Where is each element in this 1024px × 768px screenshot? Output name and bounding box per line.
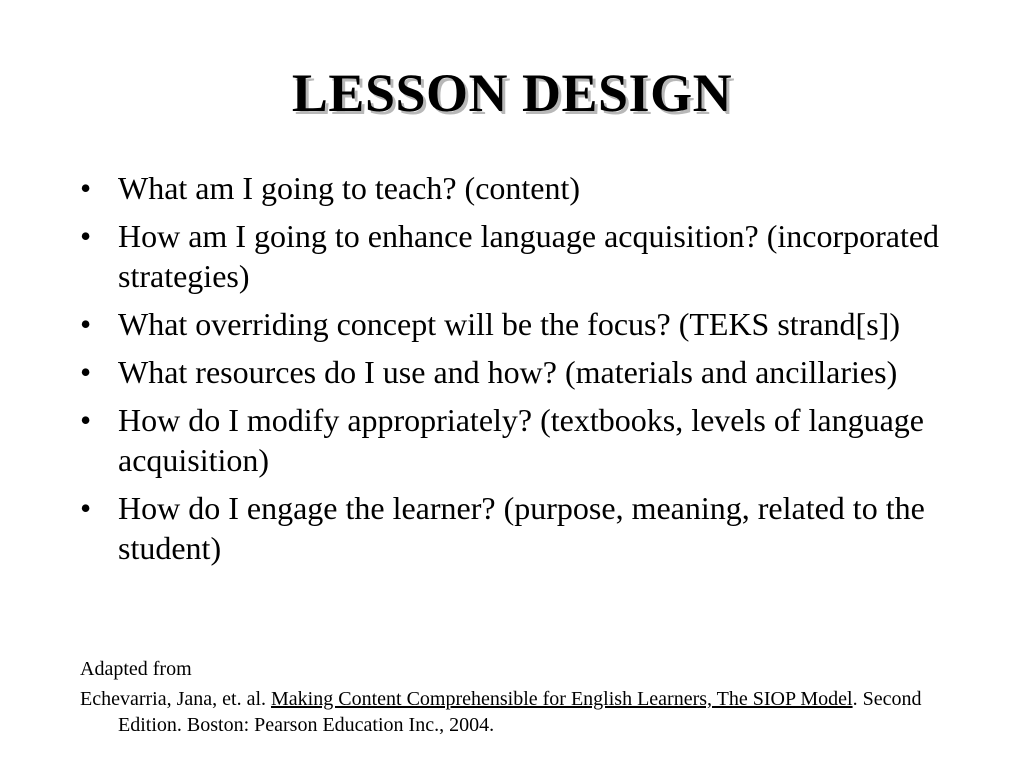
bullet-item	[80, 216, 940, 296]
citation-authors: Echevarria, Jana, et. al.	[80, 688, 272, 710]
slide-title: LESSON DESIGN	[291, 63, 733, 123]
bullet-icon: •	[80, 306, 92, 342]
bullet-text: What overriding concept will be the focus? (TEKS strand[s])	[118, 306, 900, 342]
bullet-icon: •	[80, 402, 92, 438]
source-label: Adapted from	[80, 658, 192, 680]
bullet-text: What am I going to teach? (content)	[118, 170, 581, 206]
bullet-text: How do I modify appropriately? (textbooks, levels of language acquisition)	[118, 402, 924, 478]
bullet-icon: •	[80, 490, 92, 526]
bullet-list	[80, 168, 940, 576]
bullet-item	[80, 400, 940, 480]
citation-book-title: Making Content Comprehensible for English Learners, The SIOP Model	[271, 688, 853, 710]
bullet-text: How am I going to enhance language acquisition? (incorporated strategies)	[118, 218, 940, 294]
bullet-icon: •	[80, 354, 92, 390]
bullet-text: How do I engage the learner? (purpose, meaning, related to the student)	[118, 490, 925, 566]
bullet-item	[80, 304, 940, 344]
bullet-icon: •	[80, 170, 92, 206]
bullet-text: What resources do I use and how? (materials and ancillaries)	[118, 354, 898, 390]
citation-publication: . Second Edition. Boston: Pearson Education Inc., 2004.	[118, 688, 922, 736]
bullet-item	[80, 488, 940, 568]
bullet-icon: •	[80, 218, 92, 254]
bullet-item	[80, 168, 940, 208]
bullet-item	[80, 352, 940, 392]
citation-text	[80, 686, 940, 738]
source-citation	[80, 656, 940, 738]
